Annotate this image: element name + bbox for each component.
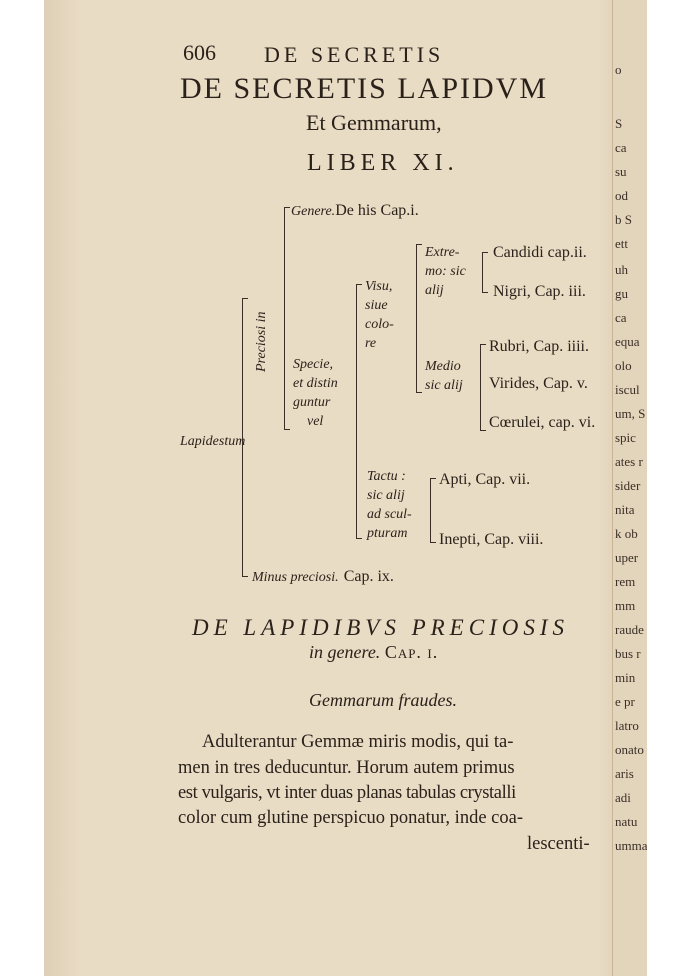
gutter-fragment: b S [615,212,632,227]
rubri-entry: Rubri, Cap. iiii. [489,338,589,355]
gutter-fragment: olo [615,358,632,373]
gutter-fragment: onato [615,742,644,757]
bracket-tick [482,292,488,293]
bracket-tick [284,207,290,208]
body-line: Adulterantur Gemmæ miris modis, qui ta- [202,732,514,752]
bracket-tick [356,284,362,285]
specie-line: Specie, [293,357,334,372]
gutter-fragment: um, S [615,406,646,421]
gutter-fragment: spic [615,430,636,445]
bracket-tick [416,392,422,393]
gutter-fragment: k ob [615,526,638,541]
bracket-tactu [430,478,431,542]
medio-label [425,357,463,395]
visu-line: Visu, [365,279,393,294]
bracket-tick [430,478,436,479]
gutter-fragment: ca [615,310,627,325]
gutter-fragment: uper [615,550,639,565]
apti-entry: Apti, Cap. vii. [439,471,531,488]
book-page [44,0,646,976]
gutter-fragment: od [615,188,628,203]
specie-label [293,355,338,431]
book-number: LIBER XI. [307,150,459,176]
gutter-fragment: iscul [615,382,640,397]
bracket-tick [430,542,436,543]
bracket-visu [416,244,417,392]
medio-line: Medio [425,359,461,374]
section-heading: DE LAPIDIBVS PRECIOSIS [192,615,569,640]
gutter-fragment: ates r [615,454,643,469]
gutter-fragment: natu [615,814,638,829]
root-label: Lapidestum [180,434,246,449]
inepti-entry: Inepti, Cap. viii. [439,531,544,548]
medio-line: sic alij [425,378,463,393]
bracket-tick [242,576,248,577]
tactu-label [367,467,412,543]
bracket-tick [416,244,422,245]
body-line: men in tres deducuntur. Horum autem primus [178,758,515,778]
page-subtitle: Et Gemmarum, [306,110,442,135]
gutter-fragment: nita [615,502,635,517]
section-subheading [309,642,438,663]
bracket-preciosi [284,207,285,429]
gutter-fragment: sider [615,478,641,493]
facing-page-edge [612,0,647,976]
visu-line: siue [365,298,388,313]
bracket-extremo [482,252,483,292]
tactu-line: Tactu : [367,469,406,484]
visu-line: colo- [365,317,394,332]
specie-line: vel [307,414,324,429]
gutter-fragment: equa [615,334,640,349]
bracket-tick [242,298,248,299]
bracket-medio [480,344,481,430]
tactu-line: ad scul- [367,507,412,522]
gutter-fragment: su [615,164,627,179]
gutter-fragment: bus r [615,646,641,661]
tactu-line: pturam [367,526,408,541]
tactu-line: sic alij [367,488,405,503]
gutter-fragment: adi [615,790,631,805]
extremo-label [425,243,466,300]
section-chapter: Cap. i. [384,642,439,662]
specie-line: guntur [293,395,331,410]
gutter-fragment: rem [615,574,636,589]
specie-line: et distin [293,376,338,391]
page-number: 606 [183,40,216,65]
gutter-fragment: umma [615,838,647,853]
running-head: DE SECRETIS [264,42,445,67]
candidi-entry: Candidi cap.ii. [493,244,587,261]
bracket-tick [356,538,362,539]
gutter-fragment: mm [615,598,636,613]
nigri-entry: Nigri, Cap. iii. [493,283,586,300]
extremo-line: mo: sic [425,264,466,279]
gutter-fragment: uh [615,262,628,277]
minus-text: Cap. ix. [343,568,394,585]
body-line: lescenti- [527,834,590,854]
preciosi-label: Preciosi in [254,311,269,372]
extremo-line: alij [425,283,444,298]
bracket-tick [480,430,486,431]
bracket-tick [284,429,290,430]
genere-text: De his Cap.i. [335,202,419,219]
gutter-fragment: aris [615,766,634,781]
gutter-fragment: raude [615,622,644,637]
bracket-tick [480,344,486,345]
gutter-fragment: ett [615,236,628,251]
gutter-fragment: min [615,670,636,685]
gutter-fragment: gu [615,286,628,301]
gutter-fragment: S [615,116,623,131]
visu-label [365,277,394,353]
bracket-main [242,298,243,576]
genere-label: Genere. [291,204,336,219]
visu-line: re [365,336,377,351]
bracket-specie [356,284,357,538]
virides-entry: Virides, Cap. v. [489,375,588,392]
body-line: color cum glutine perspicuo ponatur, inde coa- [178,808,523,828]
page-title: DE SECRETIS LAPIDVM [180,72,549,105]
genere-row [291,200,419,221]
minus-label: Minus preciosi. [252,570,339,585]
gutter-fragment: ca [615,140,627,155]
gutter-fragment: latro [615,718,639,733]
bracket-tick [482,252,488,253]
coerulei-entry: Cœrulei, cap. vi. [489,414,596,431]
gutter-fragment: o [615,62,622,77]
body-line: est vulgaris, vt inter duas planas tabulas crystalli [178,783,516,803]
section-sub-italic: in genere. [309,642,381,662]
rubric: Gemmarum fraudes. [309,690,457,710]
extremo-line: Extre- [425,245,460,260]
minus-row [252,566,394,587]
gutter-fragment: e pr [615,694,635,709]
